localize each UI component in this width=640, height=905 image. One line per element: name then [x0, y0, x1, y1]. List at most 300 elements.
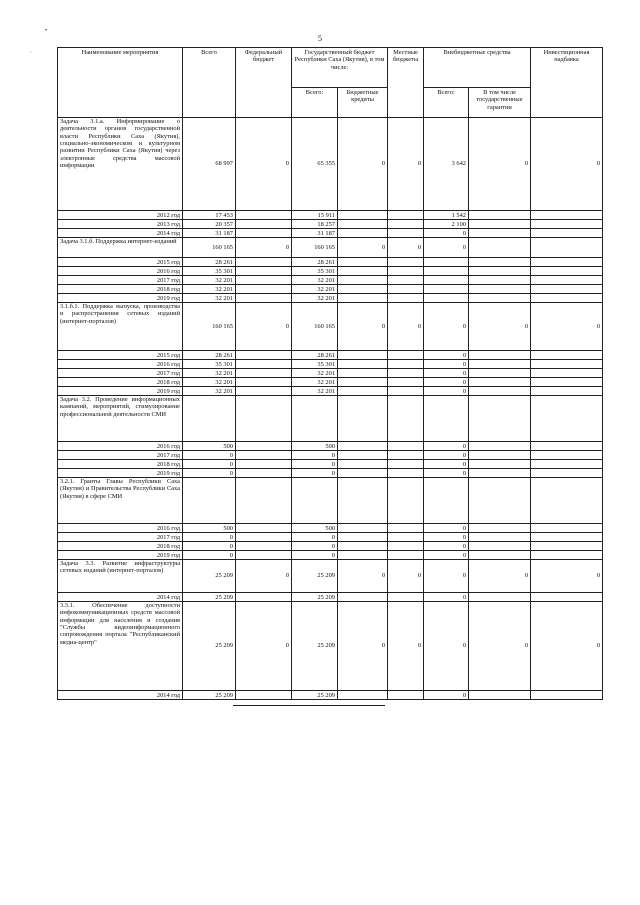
cell-state-total: 18 257: [292, 220, 338, 229]
cell-state-credits: [338, 524, 388, 533]
header-federal: Федеральный бюджет: [236, 48, 292, 118]
cell-local: [388, 542, 424, 551]
year-row: [58, 691, 603, 700]
cell-total: [183, 478, 236, 524]
cell-federal: [236, 267, 292, 276]
cell-extra-total: 0: [424, 369, 469, 378]
year-label: 2019 год: [58, 387, 183, 396]
cell-state-credits: [338, 451, 388, 460]
cell-extra-guarantees: [469, 451, 531, 460]
year-row: [58, 378, 603, 387]
scan-mark: ·: [30, 50, 32, 56]
cell-extra-guarantees: [469, 267, 531, 276]
cell-extra-total: 2 100: [424, 220, 469, 229]
section-row: [58, 560, 603, 593]
cell-extra-total: [424, 276, 469, 285]
year-row: [58, 220, 603, 229]
year-row: [58, 533, 603, 542]
cell-total: 0: [183, 533, 236, 542]
cell-local: [388, 387, 424, 396]
cell-extra-total: 0: [424, 551, 469, 560]
cell-invest: [531, 691, 603, 700]
year-row: [58, 542, 603, 551]
cell-invest: [531, 460, 603, 469]
cell-extra-guarantees: [469, 285, 531, 294]
cell-state-total: 500: [292, 524, 338, 533]
cell-invest: [531, 276, 603, 285]
cell-local: [388, 533, 424, 542]
cell-federal: [236, 220, 292, 229]
year-label: 2019 год: [58, 551, 183, 560]
cell-federal: 0: [236, 602, 292, 691]
year-row: [58, 460, 603, 469]
cell-federal: [236, 378, 292, 387]
cell-extra-total: 0: [424, 360, 469, 369]
cell-extra-total: 0: [424, 691, 469, 700]
year-row: [58, 267, 603, 276]
cell-total: 25 209: [183, 602, 236, 691]
cell-extra-guarantees: [469, 220, 531, 229]
cell-total: 25 209: [183, 691, 236, 700]
cell-extra-total: [424, 294, 469, 303]
cell-state-credits: [338, 396, 388, 442]
cell-total: 0: [183, 551, 236, 560]
header-total: Всего: [183, 48, 236, 118]
cell-state-total: 25 209: [292, 691, 338, 700]
cell-extra-guarantees: [469, 478, 531, 524]
cell-extra-guarantees: [469, 691, 531, 700]
cell-federal: [236, 533, 292, 542]
cell-local: [388, 524, 424, 533]
cell-federal: [236, 285, 292, 294]
year-row: [58, 211, 603, 220]
cell-local: 0: [388, 560, 424, 593]
year-label: 2013 год: [58, 220, 183, 229]
cell-invest: 0: [531, 303, 603, 351]
cell-local: [388, 285, 424, 294]
section-title: Задача 3.1.а. Информирование о деятельности органов государственной власти Республики Саха (Якутия), социально-экономическом и культурном развитии Республики Саха (Якутия) через электронные средства массовой информации: [58, 118, 183, 211]
year-label: 2017 год: [58, 533, 183, 542]
cell-state-credits: [338, 478, 388, 524]
cell-state-credits: [338, 469, 388, 478]
cell-extra-guarantees: [469, 369, 531, 378]
cell-total: 160 165: [183, 303, 236, 351]
section-row: [58, 303, 603, 351]
section-row: [58, 478, 603, 524]
cell-federal: [236, 442, 292, 451]
cell-local: [388, 258, 424, 267]
cell-federal: [236, 542, 292, 551]
cell-state-total: 25 209: [292, 602, 338, 691]
cell-invest: [531, 258, 603, 267]
cell-total: 35 301: [183, 360, 236, 369]
cell-state-credits: 0: [338, 238, 388, 258]
cell-local: 0: [388, 303, 424, 351]
cell-extra-total: 0: [424, 460, 469, 469]
cell-extra-total: 0: [424, 469, 469, 478]
year-row: [58, 387, 603, 396]
cell-total: 32 201: [183, 285, 236, 294]
cell-extra-guarantees: [469, 460, 531, 469]
cell-state-total: 28 261: [292, 258, 338, 267]
cell-federal: [236, 691, 292, 700]
cell-extra-guarantees: [469, 442, 531, 451]
cell-extra-guarantees: [469, 211, 531, 220]
cell-federal: [236, 258, 292, 267]
year-row: [58, 593, 603, 602]
cell-state-total: 0: [292, 460, 338, 469]
cell-invest: [531, 451, 603, 460]
cell-extra-guarantees: [469, 238, 531, 258]
cell-total: 31 187: [183, 229, 236, 238]
header-extra-guarantees: В том числе государственные гарантии: [469, 88, 531, 118]
year-label: 2016 год: [58, 524, 183, 533]
budget-table: [57, 47, 603, 700]
section-row: [58, 238, 603, 258]
cell-state-total: 15 911: [292, 211, 338, 220]
cell-local: [388, 460, 424, 469]
cell-extra-guarantees: [469, 351, 531, 360]
header-state-total: Всего:: [292, 88, 338, 118]
cell-local: [388, 593, 424, 602]
year-label: 2017 год: [58, 369, 183, 378]
cell-local: 0: [388, 238, 424, 258]
cell-federal: [236, 460, 292, 469]
cell-extra-total: [424, 267, 469, 276]
cell-extra-total: 0: [424, 524, 469, 533]
cell-state-total: 25 209: [292, 560, 338, 593]
cell-state-total: 35 301: [292, 267, 338, 276]
cell-federal: [236, 351, 292, 360]
cell-total: 28 261: [183, 258, 236, 267]
header-state: Государственный бюджет Республики Саха (Якутия), в том числе:: [292, 48, 388, 88]
cell-extra-total: 1 542: [424, 211, 469, 220]
cell-extra-guarantees: [469, 378, 531, 387]
cell-federal: [236, 211, 292, 220]
cell-local: [388, 442, 424, 451]
cell-state-credits: 0: [338, 118, 388, 211]
cell-extra-total: 0: [424, 560, 469, 593]
cell-extra-total: 0: [424, 451, 469, 460]
cell-local: [388, 351, 424, 360]
year-label: 2014 год: [58, 229, 183, 238]
section-title: 3.1.б.1. Поддержка выпуска, производства и распространения сетевых изданий (интернет-порталов): [58, 303, 183, 351]
cell-state-credits: [338, 360, 388, 369]
cell-extra-guarantees: [469, 387, 531, 396]
cell-invest: 0: [531, 602, 603, 691]
cell-state-total: 500: [292, 442, 338, 451]
cell-state-credits: [338, 211, 388, 220]
cell-extra-total: [424, 285, 469, 294]
cell-total: 32 201: [183, 378, 236, 387]
cell-total: 17 453: [183, 211, 236, 220]
year-label: 2014 год: [58, 691, 183, 700]
cell-extra-guarantees: [469, 469, 531, 478]
cell-extra-guarantees: [469, 258, 531, 267]
year-row: [58, 351, 603, 360]
cell-federal: [236, 294, 292, 303]
cell-local: [388, 469, 424, 478]
cell-extra-guarantees: [469, 396, 531, 442]
cell-extra-total: 0: [424, 303, 469, 351]
cell-extra-guarantees: 0: [469, 560, 531, 593]
cell-state-credits: [338, 593, 388, 602]
header-invest: Инвестиционная надбавка: [531, 48, 603, 118]
cell-invest: [531, 533, 603, 542]
section-row: [58, 396, 603, 442]
cell-total: 20 357: [183, 220, 236, 229]
cell-extra-guarantees: 0: [469, 118, 531, 211]
cell-state-total: 35 301: [292, 360, 338, 369]
cell-invest: 0: [531, 118, 603, 211]
cell-extra-guarantees: [469, 551, 531, 560]
year-row: [58, 229, 603, 238]
cell-federal: [236, 396, 292, 442]
year-label: 2019 год: [58, 469, 183, 478]
cell-invest: [531, 229, 603, 238]
cell-local: [388, 267, 424, 276]
cell-total: 25 209: [183, 593, 236, 602]
cell-state-total: 65 355: [292, 118, 338, 211]
cell-local: [388, 396, 424, 442]
cell-total: 160 165: [183, 238, 236, 258]
cell-federal: [236, 369, 292, 378]
cell-local: [388, 691, 424, 700]
cell-total: 0: [183, 451, 236, 460]
year-row: [58, 276, 603, 285]
section-title: Задача 3.3. Развитие инфраструктуры сетевых изданий (интернет-порталов): [58, 560, 183, 593]
cell-extra-guarantees: [469, 360, 531, 369]
cell-invest: [531, 442, 603, 451]
cell-state-credits: [338, 533, 388, 542]
cell-federal: [236, 593, 292, 602]
year-label: 2017 год: [58, 451, 183, 460]
cell-state-credits: [338, 551, 388, 560]
cell-invest: [531, 294, 603, 303]
cell-federal: [236, 229, 292, 238]
cell-federal: 0: [236, 118, 292, 211]
cell-federal: [236, 478, 292, 524]
cell-state-total: 32 201: [292, 285, 338, 294]
cell-state-credits: [338, 285, 388, 294]
cell-invest: [531, 369, 603, 378]
cell-invest: [531, 542, 603, 551]
page-number: 5: [318, 34, 322, 43]
cell-extra-total: 0: [424, 602, 469, 691]
header-name: Наименование мероприятия: [58, 48, 183, 118]
cell-invest: [531, 211, 603, 220]
section-title: Задача 3.1.б. Поддержка интернет-изданий: [58, 238, 183, 258]
cell-invest: [531, 285, 603, 294]
cell-total: 68 997: [183, 118, 236, 211]
section-title: Задача 3.2. Проведение информационных кампаний, мероприятий, стимулирование профессиональной деятельности СМИ: [58, 396, 183, 442]
cell-total: 500: [183, 524, 236, 533]
cell-local: [388, 360, 424, 369]
cell-state-total: 32 201: [292, 378, 338, 387]
cell-extra-total: 3 642: [424, 118, 469, 211]
cell-state-total: 0: [292, 451, 338, 460]
year-label: 2019 год: [58, 294, 183, 303]
cell-extra-guarantees: [469, 542, 531, 551]
cell-invest: [531, 238, 603, 258]
cell-invest: [531, 551, 603, 560]
year-label: 2018 год: [58, 460, 183, 469]
cell-state-total: 28 261: [292, 351, 338, 360]
year-row: [58, 285, 603, 294]
cell-extra-total: 0: [424, 387, 469, 396]
cell-total: 32 201: [183, 294, 236, 303]
signature-line: [233, 705, 385, 706]
year-label: 2018 год: [58, 542, 183, 551]
cell-total: 32 201: [183, 369, 236, 378]
cell-extra-guarantees: [469, 593, 531, 602]
cell-total: 32 201: [183, 276, 236, 285]
cell-local: [388, 211, 424, 220]
header-extra: Внебюджетные средства: [424, 48, 531, 88]
cell-federal: [236, 551, 292, 560]
cell-total: 32 201: [183, 387, 236, 396]
cell-state-total: 160 165: [292, 238, 338, 258]
cell-state-credits: [338, 691, 388, 700]
cell-federal: [236, 360, 292, 369]
year-row: [58, 524, 603, 533]
section-title: 3.3.1. Обеспечение доступности инфокоммуникационных средств массовой информации для населения и создания "Службы видеоинформационного сопровождения портала "Республиканский медиа-центр": [58, 602, 183, 691]
cell-state-credits: [338, 276, 388, 285]
cell-extra-total: 0: [424, 238, 469, 258]
cell-state-credits: 0: [338, 303, 388, 351]
year-row: [58, 469, 603, 478]
cell-invest: [531, 360, 603, 369]
cell-invest: [531, 524, 603, 533]
cell-state-total: 32 201: [292, 276, 338, 285]
cell-state-total: 0: [292, 469, 338, 478]
cell-invest: [531, 267, 603, 276]
cell-invest: [531, 351, 603, 360]
cell-state-total: 25 209: [292, 593, 338, 602]
cell-state-credits: [338, 369, 388, 378]
cell-state-total: 32 201: [292, 369, 338, 378]
cell-extra-guarantees: [469, 294, 531, 303]
cell-invest: [531, 396, 603, 442]
cell-state-total: 0: [292, 533, 338, 542]
cell-extra-guarantees: [469, 229, 531, 238]
cell-state-credits: [338, 294, 388, 303]
cell-state-credits: [338, 258, 388, 267]
cell-local: [388, 451, 424, 460]
cell-extra-total: 0: [424, 533, 469, 542]
cell-federal: [236, 524, 292, 533]
cell-invest: 0: [531, 560, 603, 593]
cell-invest: [531, 478, 603, 524]
cell-state-credits: [338, 387, 388, 396]
cell-total: 0: [183, 542, 236, 551]
cell-local: [388, 378, 424, 387]
year-label: 2016 год: [58, 360, 183, 369]
year-label: 2018 год: [58, 285, 183, 294]
year-row: [58, 294, 603, 303]
cell-extra-total: [424, 258, 469, 267]
year-label: 2017 год: [58, 276, 183, 285]
year-row: [58, 442, 603, 451]
cell-federal: 0: [236, 303, 292, 351]
cell-extra-total: 0: [424, 351, 469, 360]
cell-local: [388, 294, 424, 303]
cell-extra-total: 0: [424, 542, 469, 551]
cell-invest: [531, 387, 603, 396]
year-label: 2015 год: [58, 258, 183, 267]
cell-total: 35 301: [183, 267, 236, 276]
cell-state-credits: [338, 229, 388, 238]
cell-state-credits: [338, 442, 388, 451]
cell-invest: [531, 593, 603, 602]
year-row: [58, 360, 603, 369]
cell-state-credits: [338, 267, 388, 276]
cell-extra-guarantees: [469, 524, 531, 533]
year-label: 2015 год: [58, 351, 183, 360]
cell-local: 0: [388, 118, 424, 211]
cell-state-total: 32 201: [292, 387, 338, 396]
section-title: 3.2.1. Гранты Главы Республики Саха (Якутия) и Правительства Республики Саха (Якутия) в сфере СМИ: [58, 478, 183, 524]
cell-federal: 0: [236, 238, 292, 258]
cell-invest: [531, 469, 603, 478]
cell-total: 500: [183, 442, 236, 451]
cell-local: [388, 220, 424, 229]
cell-extra-total: 0: [424, 593, 469, 602]
cell-federal: [236, 451, 292, 460]
cell-extra-total: [424, 478, 469, 524]
cell-total: 0: [183, 460, 236, 469]
cell-state-credits: [338, 378, 388, 387]
section-row: [58, 602, 603, 691]
cell-extra-total: [424, 396, 469, 442]
cell-state-total: 0: [292, 551, 338, 560]
cell-state-total: 31 187: [292, 229, 338, 238]
cell-extra-guarantees: 0: [469, 303, 531, 351]
cell-total: 25 209: [183, 560, 236, 593]
cell-total: 0: [183, 469, 236, 478]
cell-federal: [236, 387, 292, 396]
cell-local: 0: [388, 602, 424, 691]
cell-state-credits: 0: [338, 560, 388, 593]
year-label: 2014 год: [58, 593, 183, 602]
cell-state-credits: [338, 460, 388, 469]
cell-federal: 0: [236, 560, 292, 593]
cell-extra-guarantees: [469, 533, 531, 542]
section-row: [58, 118, 603, 211]
cell-local: [388, 229, 424, 238]
cell-local: [388, 551, 424, 560]
cell-state-total: 160 165: [292, 303, 338, 351]
cell-state-credits: [338, 542, 388, 551]
cell-invest: [531, 378, 603, 387]
cell-federal: [236, 469, 292, 478]
year-label: 2016 год: [58, 267, 183, 276]
year-label: 2018 год: [58, 378, 183, 387]
header-state-credits: Бюджетные кредиты: [338, 88, 388, 118]
cell-state-total: 0: [292, 542, 338, 551]
header-extra-total: Всего:: [424, 88, 469, 118]
header-local: Местные бюджеты: [388, 48, 424, 118]
cell-total: [183, 396, 236, 442]
cell-extra-total: 0: [424, 229, 469, 238]
year-row: [58, 551, 603, 560]
cell-state-credits: [338, 220, 388, 229]
cell-extra-total: 0: [424, 378, 469, 387]
year-label: 2016 год: [58, 442, 183, 451]
cell-state-credits: [338, 351, 388, 360]
year-row: [58, 451, 603, 460]
year-label: 2012 год: [58, 211, 183, 220]
